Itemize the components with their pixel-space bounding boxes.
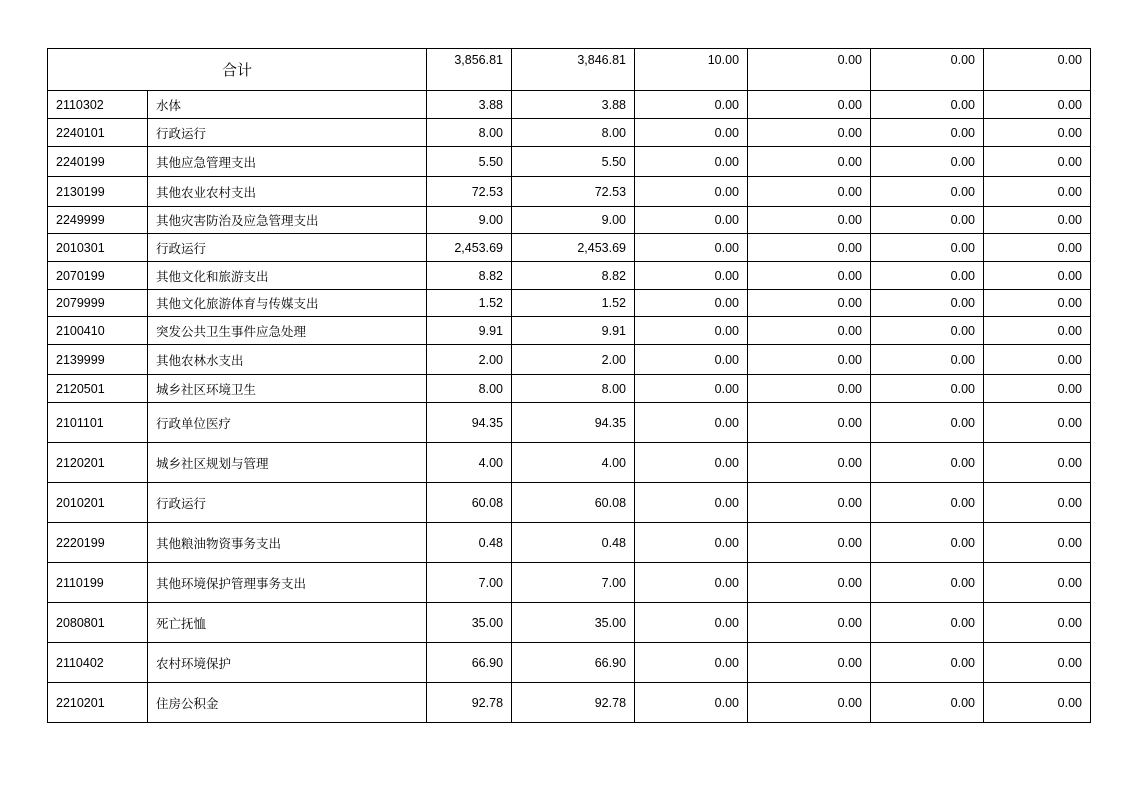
amount-cell: 8.00: [512, 119, 635, 147]
amount-cell: 2,453.69: [427, 234, 512, 262]
amount-cell: 0.00: [635, 147, 748, 177]
amount-cell: 5.50: [427, 147, 512, 177]
amount-cell: 8.82: [512, 262, 635, 290]
amount-cell: 0.00: [871, 317, 984, 345]
amount-cell: 0.00: [984, 317, 1091, 345]
total-cell: 0.00: [984, 49, 1091, 91]
account-name-cell: 行政运行: [148, 483, 427, 523]
account-name-cell: 其他应急管理支出: [148, 147, 427, 177]
account-code-cell: 2249999: [48, 207, 148, 234]
account-code-cell: 2101101: [48, 403, 148, 443]
amount-cell: 60.08: [427, 483, 512, 523]
amount-cell: 0.00: [748, 290, 871, 317]
amount-cell: 0.00: [984, 483, 1091, 523]
amount-cell: 0.00: [871, 403, 984, 443]
amount-cell: 0.00: [635, 523, 748, 563]
account-code-cell: 2080801: [48, 603, 148, 643]
amount-cell: 94.35: [427, 403, 512, 443]
amount-cell: 0.00: [984, 603, 1091, 643]
amount-cell: 8.82: [427, 262, 512, 290]
amount-cell: 8.00: [427, 375, 512, 403]
amount-cell: 0.00: [871, 207, 984, 234]
amount-cell: 0.00: [748, 91, 871, 119]
account-code-cell: 2130199: [48, 177, 148, 207]
amount-cell: 0.00: [984, 147, 1091, 177]
amount-cell: 3.88: [427, 91, 512, 119]
amount-cell: 0.00: [635, 234, 748, 262]
amount-cell: 0.00: [748, 345, 871, 375]
amount-cell: 0.00: [984, 345, 1091, 375]
amount-cell: 0.00: [748, 119, 871, 147]
table-row: [48, 317, 1091, 345]
amount-cell: 4.00: [512, 443, 635, 483]
amount-cell: 0.00: [748, 317, 871, 345]
total-label: 合计: [48, 49, 427, 91]
account-code-cell: 2120201: [48, 443, 148, 483]
account-name-cell: 死亡抚恤: [148, 603, 427, 643]
amount-cell: 0.00: [984, 643, 1091, 683]
amount-cell: 8.00: [512, 375, 635, 403]
amount-cell: 0.00: [984, 403, 1091, 443]
table-row: [48, 177, 1091, 207]
account-name-cell: 城乡社区规划与管理: [148, 443, 427, 483]
account-code-cell: 2240101: [48, 119, 148, 147]
amount-cell: 1.52: [512, 290, 635, 317]
amount-cell: 5.50: [512, 147, 635, 177]
table-row: [48, 683, 1091, 723]
amount-cell: 7.00: [512, 563, 635, 603]
table-row: [48, 403, 1091, 443]
amount-cell: 0.00: [871, 603, 984, 643]
amount-cell: 0.00: [871, 443, 984, 483]
amount-cell: 9.91: [512, 317, 635, 345]
table-row: [48, 147, 1091, 177]
amount-cell: 9.00: [512, 207, 635, 234]
account-name-cell: 住房公积金: [148, 683, 427, 723]
account-name-cell: 突发公共卫生事件应急处理: [148, 317, 427, 345]
amount-cell: 0.00: [871, 523, 984, 563]
amount-cell: 0.00: [871, 563, 984, 603]
amount-cell: 72.53: [512, 177, 635, 207]
amount-cell: 0.00: [871, 643, 984, 683]
amount-cell: 8.00: [427, 119, 512, 147]
amount-cell: 0.00: [748, 234, 871, 262]
amount-cell: 0.00: [635, 177, 748, 207]
amount-cell: 0.00: [984, 683, 1091, 723]
amount-cell: 1.52: [427, 290, 512, 317]
budget-table: [47, 48, 1091, 723]
amount-cell: 0.00: [635, 683, 748, 723]
amount-cell: 0.00: [871, 683, 984, 723]
table-row: [48, 262, 1091, 290]
amount-cell: 35.00: [512, 603, 635, 643]
amount-cell: 0.00: [635, 345, 748, 375]
account-code-cell: 2210201: [48, 683, 148, 723]
table-row: [48, 91, 1091, 119]
account-name-cell: 其他环境保护管理事务支出: [148, 563, 427, 603]
amount-cell: 0.00: [748, 262, 871, 290]
amount-cell: 0.00: [635, 290, 748, 317]
amount-cell: 0.00: [984, 234, 1091, 262]
account-name-cell: 其他文化旅游体育与传媒支出: [148, 290, 427, 317]
total-cell: 10.00: [635, 49, 748, 91]
account-name-cell: 其他粮油物资事务支出: [148, 523, 427, 563]
account-name-cell: 城乡社区环境卫生: [148, 375, 427, 403]
amount-cell: 0.00: [748, 177, 871, 207]
amount-cell: 94.35: [512, 403, 635, 443]
table-row: [48, 119, 1091, 147]
amount-cell: 0.00: [635, 603, 748, 643]
amount-cell: 0.00: [984, 523, 1091, 563]
amount-cell: 0.00: [748, 147, 871, 177]
amount-cell: 0.00: [635, 403, 748, 443]
amount-cell: 0.00: [984, 443, 1091, 483]
amount-cell: 66.90: [427, 643, 512, 683]
amount-cell: 66.90: [512, 643, 635, 683]
total-cell: 0.00: [748, 49, 871, 91]
amount-cell: 0.00: [984, 563, 1091, 603]
amount-cell: 0.00: [984, 207, 1091, 234]
amount-cell: 0.00: [984, 177, 1091, 207]
account-code-cell: 2010201: [48, 483, 148, 523]
amount-cell: 0.00: [748, 403, 871, 443]
table-row: [48, 483, 1091, 523]
amount-cell: 0.00: [635, 91, 748, 119]
total-cell: 3,856.81: [427, 49, 512, 91]
total-cell: 0.00: [871, 49, 984, 91]
account-code-cell: 2120501: [48, 375, 148, 403]
amount-cell: 60.08: [512, 483, 635, 523]
amount-cell: 0.48: [512, 523, 635, 563]
amount-cell: 0.00: [871, 290, 984, 317]
amount-cell: 0.00: [871, 234, 984, 262]
account-code-cell: 2010301: [48, 234, 148, 262]
amount-cell: 0.00: [748, 523, 871, 563]
amount-cell: 35.00: [427, 603, 512, 643]
amount-cell: 0.00: [748, 643, 871, 683]
amount-cell: 0.00: [635, 207, 748, 234]
account-name-cell: 农村环境保护: [148, 643, 427, 683]
account-code-cell: 2079999: [48, 290, 148, 317]
account-name-cell: 其他农林水支出: [148, 345, 427, 375]
amount-cell: 0.00: [635, 563, 748, 603]
account-name-cell: 行政单位医疗: [148, 403, 427, 443]
amount-cell: 0.00: [984, 262, 1091, 290]
account-code-cell: 2139999: [48, 345, 148, 375]
amount-cell: 2.00: [427, 345, 512, 375]
amount-cell: 0.00: [748, 683, 871, 723]
amount-cell: 92.78: [427, 683, 512, 723]
table-row: [48, 234, 1091, 262]
amount-cell: 0.00: [984, 119, 1091, 147]
table-row: [48, 643, 1091, 683]
amount-cell: 3.88: [512, 91, 635, 119]
account-name-cell: 行政运行: [148, 119, 427, 147]
amount-cell: 0.00: [748, 375, 871, 403]
table-row: [48, 443, 1091, 483]
amount-cell: 0.00: [871, 262, 984, 290]
amount-cell: 0.00: [635, 643, 748, 683]
table-row: [48, 290, 1091, 317]
amount-cell: 0.00: [635, 443, 748, 483]
amount-cell: 92.78: [512, 683, 635, 723]
amount-cell: 0.00: [748, 563, 871, 603]
amount-cell: 0.00: [871, 483, 984, 523]
amount-cell: 0.00: [871, 147, 984, 177]
amount-cell: 0.00: [635, 317, 748, 345]
table-row: [48, 563, 1091, 603]
total-cell: 3,846.81: [512, 49, 635, 91]
amount-cell: 7.00: [427, 563, 512, 603]
amount-cell: 0.00: [635, 375, 748, 403]
table-row: [48, 207, 1091, 234]
amount-cell: 0.00: [871, 91, 984, 119]
amount-cell: 4.00: [427, 443, 512, 483]
amount-cell: 2.00: [512, 345, 635, 375]
amount-cell: 0.00: [871, 119, 984, 147]
account-code-cell: 2220199: [48, 523, 148, 563]
amount-cell: 72.53: [427, 177, 512, 207]
table-row: [48, 375, 1091, 403]
amount-cell: 0.00: [984, 91, 1091, 119]
amount-cell: 0.00: [871, 375, 984, 403]
account-code-cell: 2240199: [48, 147, 148, 177]
account-code-cell: 2110199: [48, 563, 148, 603]
table-body: [48, 91, 1091, 723]
account-name-cell: 其他农业农村支出: [148, 177, 427, 207]
table-row: [48, 523, 1091, 563]
amount-cell: 0.00: [635, 262, 748, 290]
amount-cell: 0.00: [748, 207, 871, 234]
account-name-cell: 其他文化和旅游支出: [148, 262, 427, 290]
account-code-cell: 2100410: [48, 317, 148, 345]
amount-cell: 0.48: [427, 523, 512, 563]
account-code-cell: 2110302: [48, 91, 148, 119]
amount-cell: 0.00: [635, 483, 748, 523]
amount-cell: 0.00: [748, 603, 871, 643]
account-name-cell: 其他灾害防治及应急管理支出: [148, 207, 427, 234]
amount-cell: 9.00: [427, 207, 512, 234]
account-name-cell: 行政运行: [148, 234, 427, 262]
amount-cell: 0.00: [984, 375, 1091, 403]
amount-cell: 0.00: [748, 443, 871, 483]
amount-cell: 0.00: [871, 177, 984, 207]
amount-cell: 0.00: [871, 345, 984, 375]
account-code-cell: 2070199: [48, 262, 148, 290]
account-code-cell: 2110402: [48, 643, 148, 683]
amount-cell: 0.00: [984, 290, 1091, 317]
amount-cell: 9.91: [427, 317, 512, 345]
amount-cell: 2,453.69: [512, 234, 635, 262]
account-name-cell: 水体: [148, 91, 427, 119]
table-row: [48, 603, 1091, 643]
amount-cell: 0.00: [635, 119, 748, 147]
amount-cell: 0.00: [748, 483, 871, 523]
total-row: [48, 49, 1091, 91]
table-row: [48, 345, 1091, 375]
